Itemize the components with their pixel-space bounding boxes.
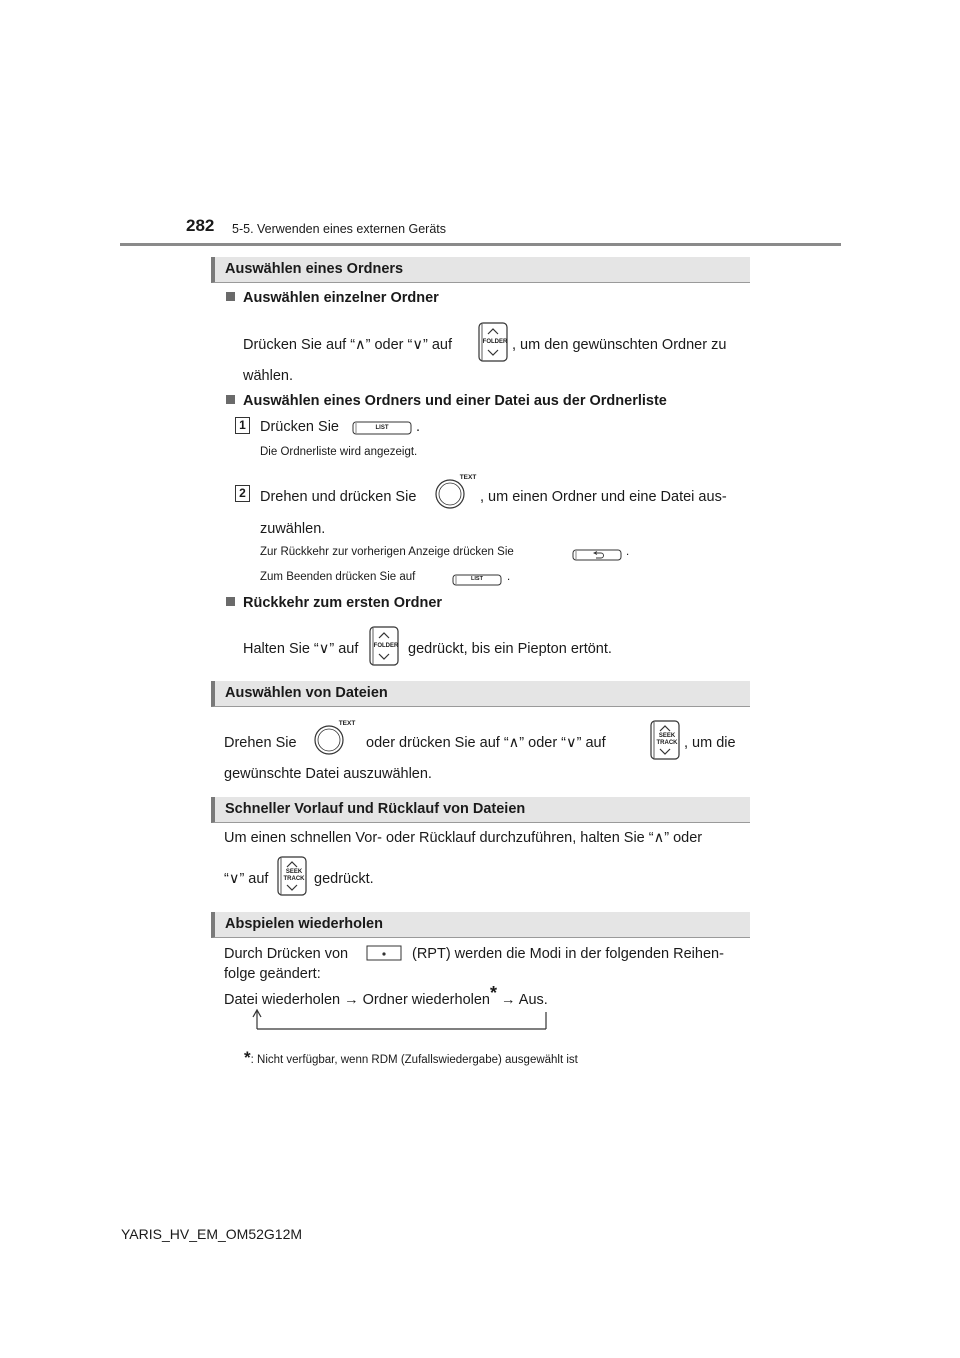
single-folder-text-c: wählen. [243, 368, 293, 384]
files-text-b: oder drücken Sie auf “∧” oder “∨” auf [366, 735, 606, 751]
section-title: Auswählen von Dateien [225, 685, 388, 701]
step1-text: Drücken Sie [260, 419, 339, 435]
step1-note: Die Ordnerliste wird angezeigt. [260, 446, 418, 458]
folder-button-label: FOLDER [482, 339, 508, 345]
step-number-2: 2 [235, 485, 250, 502]
seek-track-button-icon [277, 856, 307, 901]
seek-label-2: TRACK [283, 876, 305, 882]
repeat-sequence [224, 983, 548, 1010]
section-title: Auswählen eines Ordners [225, 261, 404, 277]
seek-label-1: SEEK [285, 869, 303, 875]
footnote-star: * [244, 1048, 251, 1067]
seek-label-2: TRACK [656, 740, 678, 746]
rpt-button-icon [366, 945, 402, 966]
fast-text-line1: Um einen schnellen Vor- oder Rücklauf durchzuführen, halten Sie “∧” oder [224, 830, 703, 846]
files-text-d: gewünschte Datei auszuwählen. [224, 766, 432, 782]
square-bullet-icon [226, 597, 235, 606]
subsection-title: Rückkehr zum ersten Ordner [243, 595, 443, 611]
first-folder-text-b: gedrückt, bis ein Piepton ertönt. [408, 641, 612, 657]
list-button-icon [352, 421, 412, 440]
text-knob-label: TEXT [338, 720, 356, 727]
page-number: 282 [186, 216, 215, 235]
arrow-icon: → [344, 992, 359, 1008]
footnote [244, 1048, 578, 1068]
repeat-text-a: Durch Drücken von [224, 946, 349, 962]
footnote-text: : Nicht verfügbar, wenn RDM (Zufallswiedergabe) ausgewählt ist [250, 1054, 578, 1066]
doc-code: YARIS_HV_EM_OM52G12M [121, 1226, 303, 1242]
subsection-title: Auswählen einzelner Ordner [243, 290, 439, 306]
note-exit-period: . [507, 571, 511, 583]
square-bullet-icon [226, 292, 235, 301]
note-back: Zur Rückkehr zur vorherigen Anzeige drücken Sie [260, 546, 514, 558]
list-button-label: LIST [471, 576, 483, 582]
files-text-a: Drehen Sie [224, 735, 297, 751]
subsection-folder-list [226, 393, 667, 409]
subsection-first-folder [226, 595, 442, 611]
text-knob-icon [434, 474, 477, 515]
seq-folder: Ordner wiederholen [362, 992, 490, 1008]
seq-file: Datei wiederholen [224, 992, 341, 1008]
single-folder-text-a: Drücken Sie auf “∧” oder “∨” auf [243, 337, 452, 353]
step2-text-c: zuwählen. [260, 521, 326, 537]
section-header-files [211, 681, 750, 707]
repeat-text-c: folge geändert: [224, 966, 321, 982]
back-button-icon [572, 548, 622, 566]
fast-text-b: gedrückt. [314, 871, 374, 887]
chapter-title: 5-5. Verwenden eines externen Geräts [232, 222, 447, 236]
arrow-icon: → [501, 992, 516, 1008]
step2-text: Drehen und drücken Sie [260, 489, 417, 505]
text-knob-label: TEXT [459, 474, 477, 481]
files-text-c: , um die [684, 735, 736, 751]
seek-label-1: SEEK [658, 733, 676, 739]
square-bullet-icon [226, 395, 235, 404]
step-number-1: 1 [235, 417, 250, 434]
note-back-period: . [626, 546, 630, 558]
subsection-title: Auswählen eines Ordners und einer Datei aus der Ordnerliste [243, 393, 667, 409]
loop-back-arrow-icon [250, 1008, 550, 1037]
text-knob-icon [313, 720, 356, 761]
section-title: Abspielen wiederholen [225, 916, 383, 932]
first-folder-text-a: Halten Sie “∨” auf [243, 641, 359, 657]
header-rule [120, 243, 841, 246]
list-button-icon-small [452, 573, 502, 591]
seq-off: Aus. [518, 992, 548, 1008]
list-button-label: LIST [375, 425, 389, 431]
section-header-folder [211, 257, 750, 283]
section-header-repeat [211, 912, 750, 938]
folder-button-label: FOLDER [373, 643, 399, 649]
folder-button-icon [478, 322, 508, 367]
seek-track-button-icon [650, 720, 680, 765]
note-exit: Zum Beenden drücken Sie auf [260, 571, 416, 583]
subsection-single-folder [226, 290, 439, 306]
footnote-star: * [490, 983, 498, 1003]
fast-text-a: “∨” auf [224, 871, 269, 887]
section-header-fast [211, 797, 750, 823]
repeat-text-b: (RPT) werden die Modi in der folgenden Reihen- [412, 946, 724, 962]
folder-button-icon [369, 626, 399, 671]
section-title: Schneller Vorlauf und Rücklauf von Dateien [225, 801, 526, 817]
step1-period: . [416, 419, 421, 435]
step2-text-b: , um einen Ordner und eine Datei aus- [480, 489, 727, 505]
single-folder-text-b: , um den gewünschten Ordner zu [512, 337, 727, 353]
